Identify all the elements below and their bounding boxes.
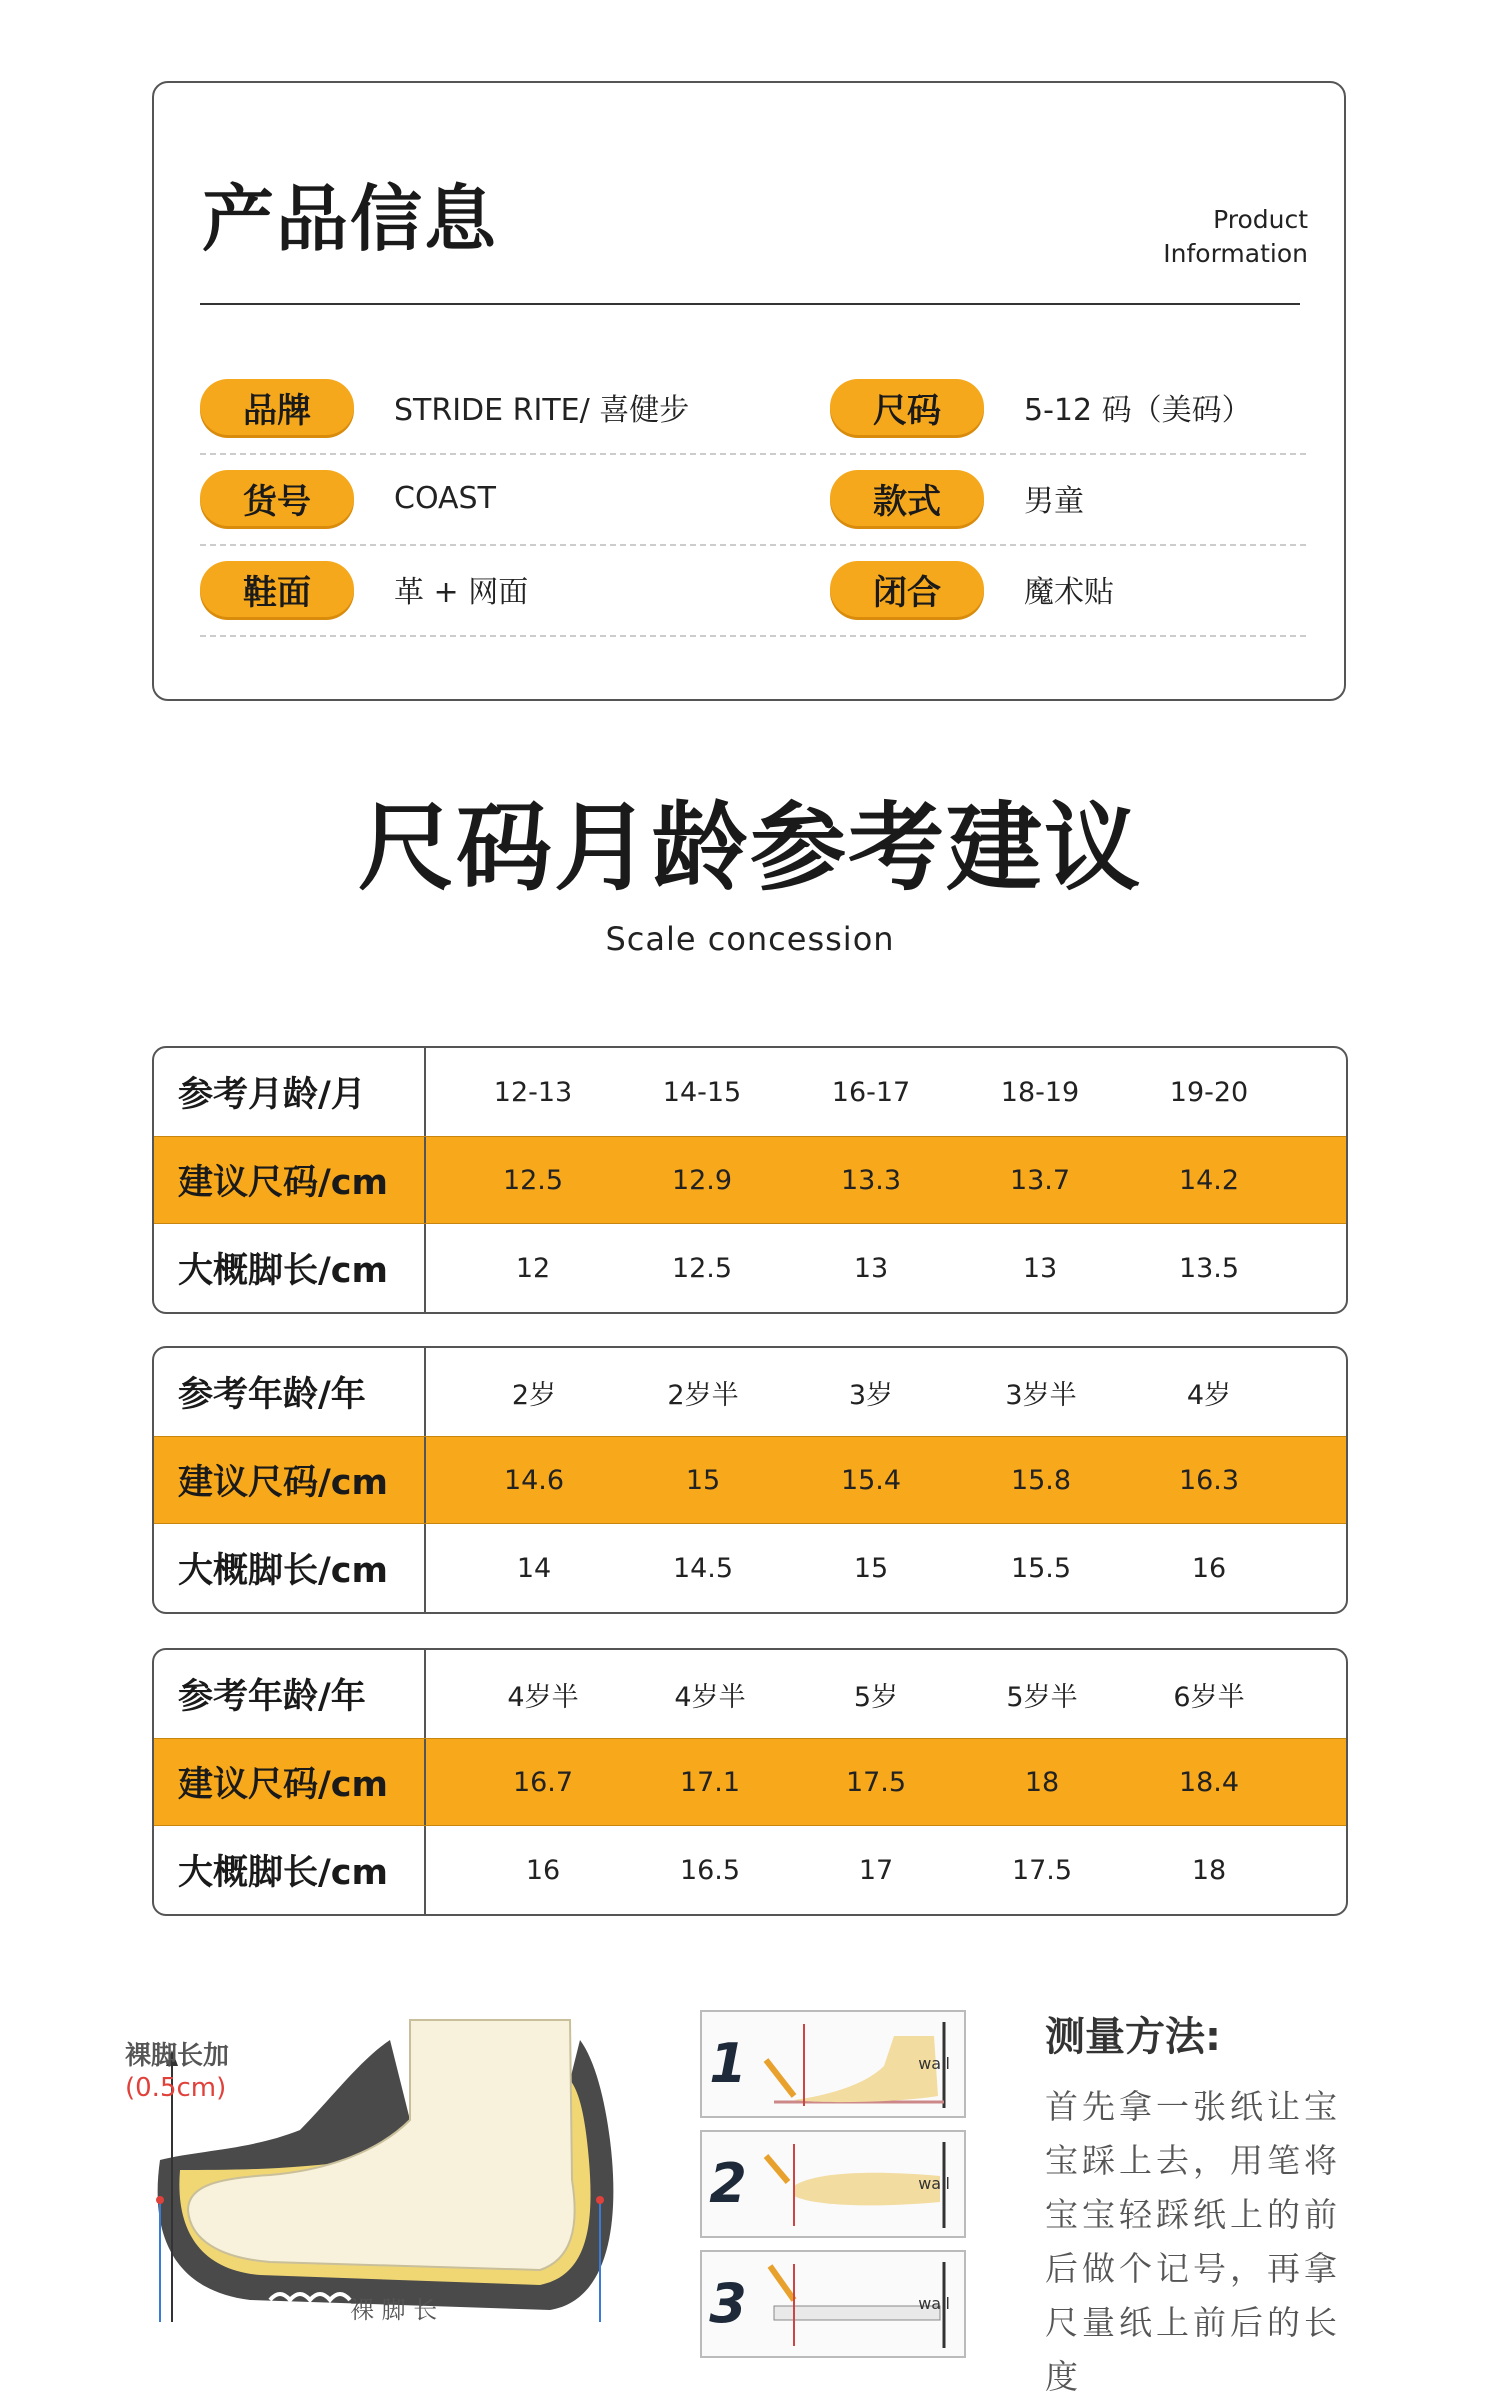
table-cell: 16 [525,1854,561,1886]
info-row [200,545,1306,637]
table-cell: 4岁半 [674,1681,746,1713]
info-label-closure: 闭合 [830,561,984,617]
table-cell: 6岁半 [1173,1681,1245,1713]
table-cell: 16.5 [679,1854,741,1886]
method-text: 首先拿一张纸让宝宝踩上去，用笔将宝宝轻踩纸上的前后做个记号，再拿尺量纸上前后的长度 [1045,2087,1341,2396]
table-cell: 17.5 [845,1766,907,1798]
table-cell: 13 [853,1252,889,1284]
table-cell: 4岁半 [507,1681,579,1713]
foot-length-label [125,2040,229,2104]
table-cell: 12.9 [671,1164,733,1196]
step-1 [700,2010,966,2118]
step-number: 3 [709,2272,747,2335]
table-cell: 16 [1191,1552,1227,1584]
size-section-title: 尺码月龄参考建议 [358,792,1142,904]
method-title: 测量方法: [1045,2014,1221,2060]
size-section-subtitle: Scale concession [605,920,895,958]
table-cell: 13.5 [1178,1252,1240,1284]
table-cell: 19-20 [1169,1076,1249,1108]
table-row-highlight [154,1738,1346,1826]
info-label-style: 款式 [830,470,984,526]
wall-label: wall [918,2174,950,2193]
info-row [200,454,1306,546]
table-row [154,1348,1346,1436]
row-label: 参考年龄/年 [154,1348,426,1436]
step-number: 2 [709,2152,747,2215]
row-label: 建议尺码/cm [154,1437,426,1523]
foot-label-line1: 裸脚长加 [125,2041,230,2071]
table-cell: 14.5 [672,1552,734,1584]
info-value-size: 5-12 码（美码） [1024,393,1252,428]
table-cell: 12 [515,1252,551,1284]
foot-bottom-label: 裸 脚 长 [350,2296,438,2322]
table-cell: 17.1 [679,1766,741,1798]
size-table-2 [152,1346,1348,1614]
table-cell: 16-17 [831,1076,911,1108]
table-row [154,1826,1346,1914]
info-row [200,363,1306,455]
table-cell: 13.7 [1009,1164,1071,1196]
table-cell: 18 [1024,1766,1060,1798]
table-cell: 2岁 [511,1379,557,1411]
info-label-brand: 品牌 [200,379,354,435]
product-info-title: 产品信息 [202,177,499,261]
step-3 [700,2250,966,2358]
row-label: 建议尺码/cm [154,1137,426,1223]
info-value-item-no: COAST [394,480,496,516]
title-divider [200,303,1300,305]
title-en-line1: Product [1213,205,1308,234]
table-cell: 4岁 [1186,1379,1232,1411]
step-2 [700,2130,966,2238]
table-cell: 14.6 [503,1464,565,1496]
row-label: 参考月龄/月 [154,1048,426,1136]
table-cell: 12.5 [502,1164,564,1196]
step-number: 1 [709,2032,747,2095]
info-label-size: 尺码 [830,379,984,435]
table-row-highlight [154,1436,1346,1524]
table-cell: 15.5 [1010,1552,1072,1584]
table-cell: 14.2 [1178,1164,1240,1196]
table-row-highlight [154,1136,1346,1224]
table-row [154,1650,1346,1738]
table-row [154,1524,1346,1612]
product-info-title-en [1163,203,1308,271]
wall-label: wall [918,2294,950,2313]
table-cell: 18.4 [1178,1766,1240,1798]
table-cell: 13.3 [840,1164,902,1196]
table-cell: 16.3 [1178,1464,1240,1496]
product-info-card [152,81,1346,701]
table-cell: 5岁 [853,1681,899,1713]
table-cell: 17 [858,1854,894,1886]
table-cell: 5岁半 [1006,1681,1078,1713]
table-cell: 3岁 [848,1379,894,1411]
table-cell: 15 [685,1464,721,1496]
row-label: 建议尺码/cm [154,1739,426,1825]
table-cell: 12-13 [493,1076,573,1108]
table-cell: 15.8 [1010,1464,1072,1496]
table-cell: 12.5 [671,1252,733,1284]
info-value-style: 男童 [1024,484,1084,519]
info-label-upper: 鞋面 [200,561,354,617]
size-table-3 [152,1648,1348,1916]
table-cell: 2岁半 [667,1379,739,1411]
table-cell: 14-15 [662,1076,742,1108]
info-value-brand: STRIDE RITE/ 喜健步 [394,393,690,428]
row-label: 大概脚长/cm [154,1224,426,1312]
row-label: 大概脚长/cm [154,1826,426,1914]
foot-label-note: (0.5cm) [125,2073,227,2103]
row-label: 大概脚长/cm [154,1524,426,1612]
table-cell: 13 [1022,1252,1058,1284]
row-label: 参考年龄/年 [154,1650,426,1738]
info-value-closure: 魔术贴 [1024,575,1114,610]
info-value-upper: 革 + 网面 [394,575,529,610]
table-row [154,1224,1346,1312]
wall-label: wall [918,2054,950,2073]
info-label-item-no: 货号 [200,470,354,526]
table-cell: 18 [1191,1854,1227,1886]
table-cell: 16.7 [512,1766,574,1798]
table-cell: 18-19 [1000,1076,1080,1108]
table-cell: 15 [853,1552,889,1584]
table-cell: 14 [516,1552,552,1584]
table-cell: 15.4 [840,1464,902,1496]
table-cell: 17.5 [1011,1854,1073,1886]
table-row [154,1048,1346,1136]
table-cell: 3岁半 [1005,1379,1077,1411]
size-table-1 [152,1046,1348,1314]
title-en-line2: Information [1163,239,1308,268]
